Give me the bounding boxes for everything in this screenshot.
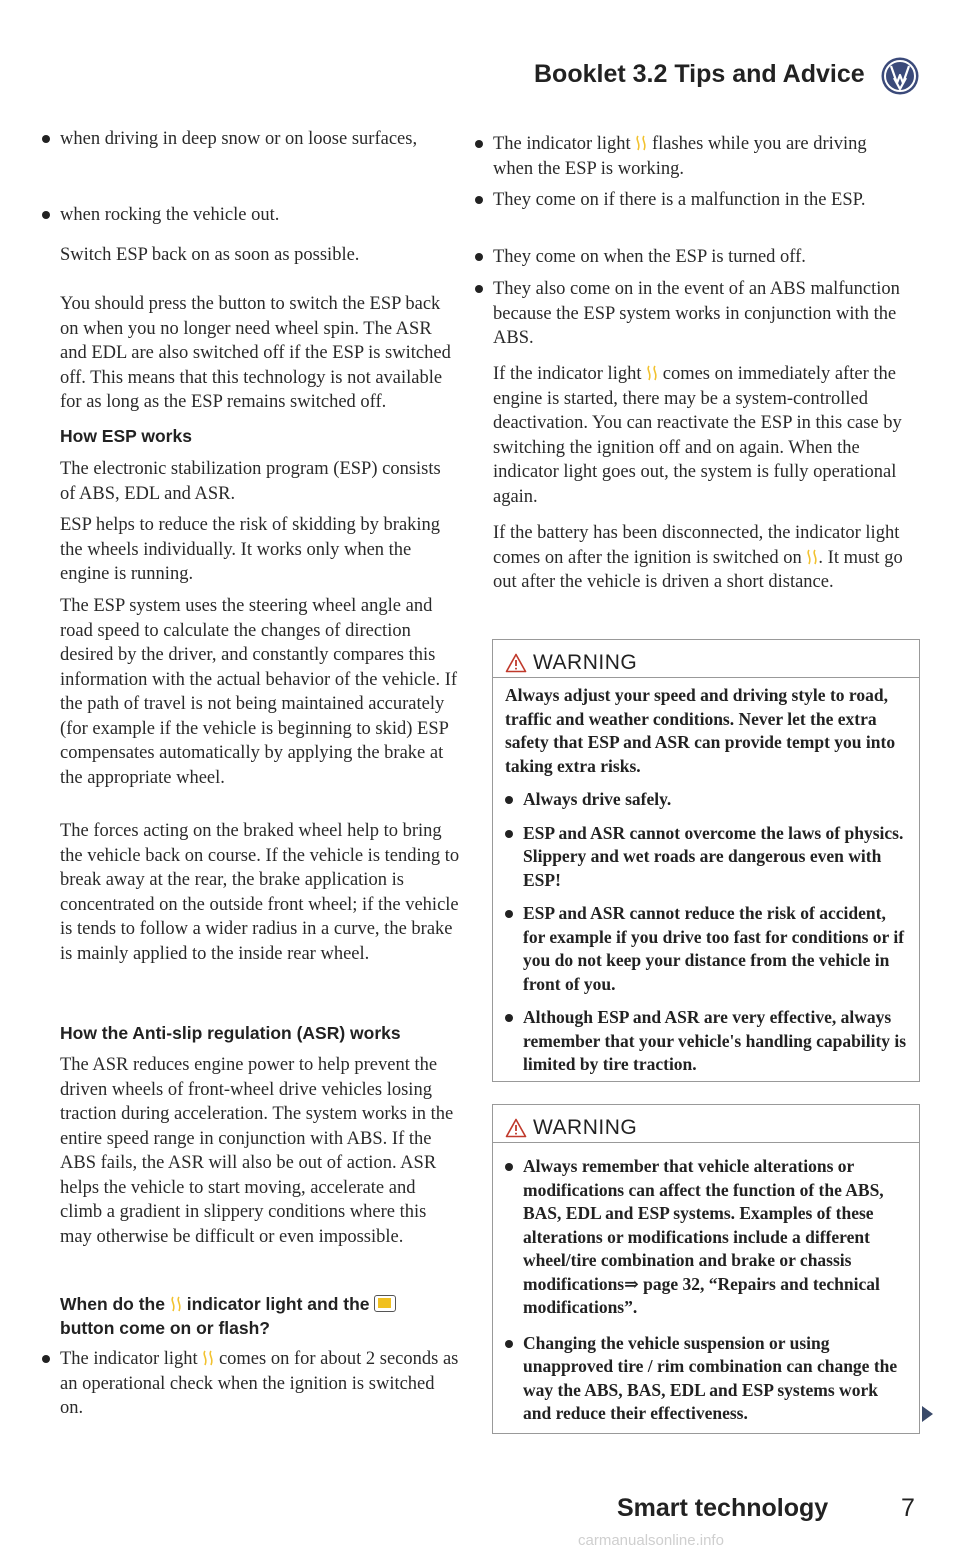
section-heading: [60, 1292, 460, 1340]
bullet-text: They come on when the ESP is turned off.: [493, 247, 806, 267]
text-run: flashes while you are driving when the ESP is working.: [493, 134, 867, 179]
vw-logo-icon: [880, 56, 920, 96]
text-run: The indicator light: [60, 1349, 198, 1369]
bullet-text: when driving in deep snow or on loose surfaces,: [60, 129, 418, 149]
warning-triangle-icon: [505, 1118, 527, 1138]
heading-text: button come on or flash?: [60, 1318, 270, 1338]
warning-header: [493, 640, 919, 678]
list-item: [60, 203, 460, 228]
list-item: [60, 1347, 460, 1421]
heading-text: When do the: [60, 1294, 165, 1314]
paragraph: Switch ESP back on as soon as possible.: [60, 245, 360, 265]
list-item: [493, 132, 903, 181]
text-run: If the indicator light: [493, 364, 642, 384]
warning-item: Although ESP and ASR are very effective, always remember that your vehicle's handling capability is limited by tire traction.: [523, 1007, 907, 1074]
paragraph: The electronic stabilization program (ESP) consists of ABS, EDL and ASR.: [60, 459, 441, 504]
list-item: [60, 127, 460, 152]
watermark: carmanualsonline.info: [578, 1532, 724, 1549]
warning-item: ESP and ASR cannot reduce the risk of accident, for example if you drive too fast for conditions or if you do not keep your distance from the vehicle in front of you.: [523, 903, 905, 994]
bullet-text: when rocking the vehicle out.: [60, 205, 280, 225]
warning-box: [492, 1104, 920, 1434]
list-item: [493, 245, 903, 270]
section-heading: How ESP works: [60, 426, 192, 446]
warning-box: [492, 639, 920, 1082]
list-item: [523, 788, 907, 812]
booklet-header: Booklet 3.2 Tips and Advice: [534, 60, 865, 88]
warning-item: Always drive safely.: [523, 789, 672, 809]
text-run: If the battery has been disconnected, the indicator light comes on after the ignition is switched on: [493, 523, 900, 568]
paragraph: [493, 362, 903, 509]
section-heading: How the Anti-slip regulation (ASR) works: [60, 1023, 401, 1043]
list-item: [523, 1155, 907, 1320]
text-run: comes on for about 2 seconds as an operational check when the ignition is switched on.: [60, 1349, 459, 1418]
text-run: . It must go out after the vehicle is driven a short distance.: [493, 547, 903, 592]
text-run: comes on immediately after the engine is started, there may be a system-controlled deactivation. You can reactivate the ESP in this case by switching the ignition off and on again. When the indicator light goes out, the system is fully operational again.: [493, 364, 902, 507]
heading-text: indicator light and the: [186, 1294, 370, 1314]
warning-title: WARNING: [533, 1116, 638, 1139]
bullet-text: They also come on in the event of an ABS malfunction because the ESP system works in conjunction with the ABS.: [493, 279, 900, 348]
warning-item: ESP and ASR cannot overcome the laws of physics. Slippery and wet roads are dangerous even with ESP!: [523, 822, 904, 890]
esp-indicator-icon: [170, 1294, 182, 1310]
list-item: [523, 902, 907, 996]
section-footer: Smart technology: [617, 1494, 829, 1522]
continue-arrow-icon: [922, 1406, 933, 1422]
esp-button-icon: [374, 1295, 396, 1312]
warning-triangle-icon: [505, 653, 527, 673]
bullet-text: They come on if there is a malfunction in the ESP.: [493, 190, 866, 210]
esp-indicator-icon: [202, 1349, 214, 1365]
page-number: 7: [901, 1494, 915, 1522]
paragraph: ESP helps to reduce the risk of skidding by braking the wheels individually. It works only when the engine is running.: [60, 515, 441, 584]
list-item: [523, 1006, 907, 1077]
list-item: [493, 277, 903, 351]
paragraph: The ASR reduces engine power to help prevent the driven wheels of front-wheel drive vehicles losing traction during acceleration. The system works in the entire speed range in conjunction with ABS. If the ABS fails, the ASR will also be out of action. ASR helps the vehicle to start moving, accelerate and climb a gradient in slippery conditions where this may otherwise be difficult or even impossible.: [60, 1055, 454, 1247]
warning-item: Always remember that vehicle alterations or modifications can affect the function of the ABS, BAS, EDL and ESP systems. Examples of these alterations or modifications include a different wheel/tire combination and brake or chassis modifications⇒ page 32, “Repairs and technical modifications”.: [523, 1156, 884, 1317]
list-item: [493, 188, 903, 213]
paragraph: The forces acting on the braked wheel help to bring the vehicle back on course. If the vehicle is tending to break away at the rear, the brake application is concentrated on the outside front wheel; if the vehicle is tends to follow a wider radius in a curve, the brake is mainly applied to the inside rear wheel.: [60, 821, 460, 964]
text-run: The indicator light: [493, 134, 631, 154]
bullet-text: [493, 132, 903, 181]
esp-indicator-icon: [635, 134, 647, 150]
warning-title: WARNING: [533, 651, 638, 674]
list-item: [523, 822, 907, 893]
bullet-text: [60, 1347, 460, 1421]
paragraph: The ESP system uses the steering wheel angle and road speed to calculate the changes of direction desired by the driver, and constantly compares this information with the actual behavior of the vehicle. If the path of travel is not being maintained accurately (for example if the vehicle is beginning to skid) ESP compensates automatically by applying the brake at the appropriate wheel.: [60, 596, 458, 788]
warning-intro: Always adjust your speed and driving style to road, traffic and weather conditions. Never let the extra safety that ESP and ASR can provide tempt you into taking extra risks.: [505, 685, 896, 776]
warning-header: [493, 1105, 919, 1143]
esp-indicator-icon: [646, 364, 658, 380]
paragraph: [493, 521, 903, 595]
paragraph: You should press the button to switch the ESP back on when you no longer need wheel spin. The ASR and EDL are also switched off if the ESP is switched off. This means that this technology is not available for as long as the ESP remains switched off.: [60, 294, 451, 412]
list-item: [523, 1332, 907, 1426]
warning-item: Changing the vehicle suspension or using unapproved tire / rim combination can change the way the ABS, BAS, EDL and ESP systems work and reduce their effectiveness.: [523, 1332, 898, 1423]
esp-indicator-icon: [806, 548, 818, 564]
